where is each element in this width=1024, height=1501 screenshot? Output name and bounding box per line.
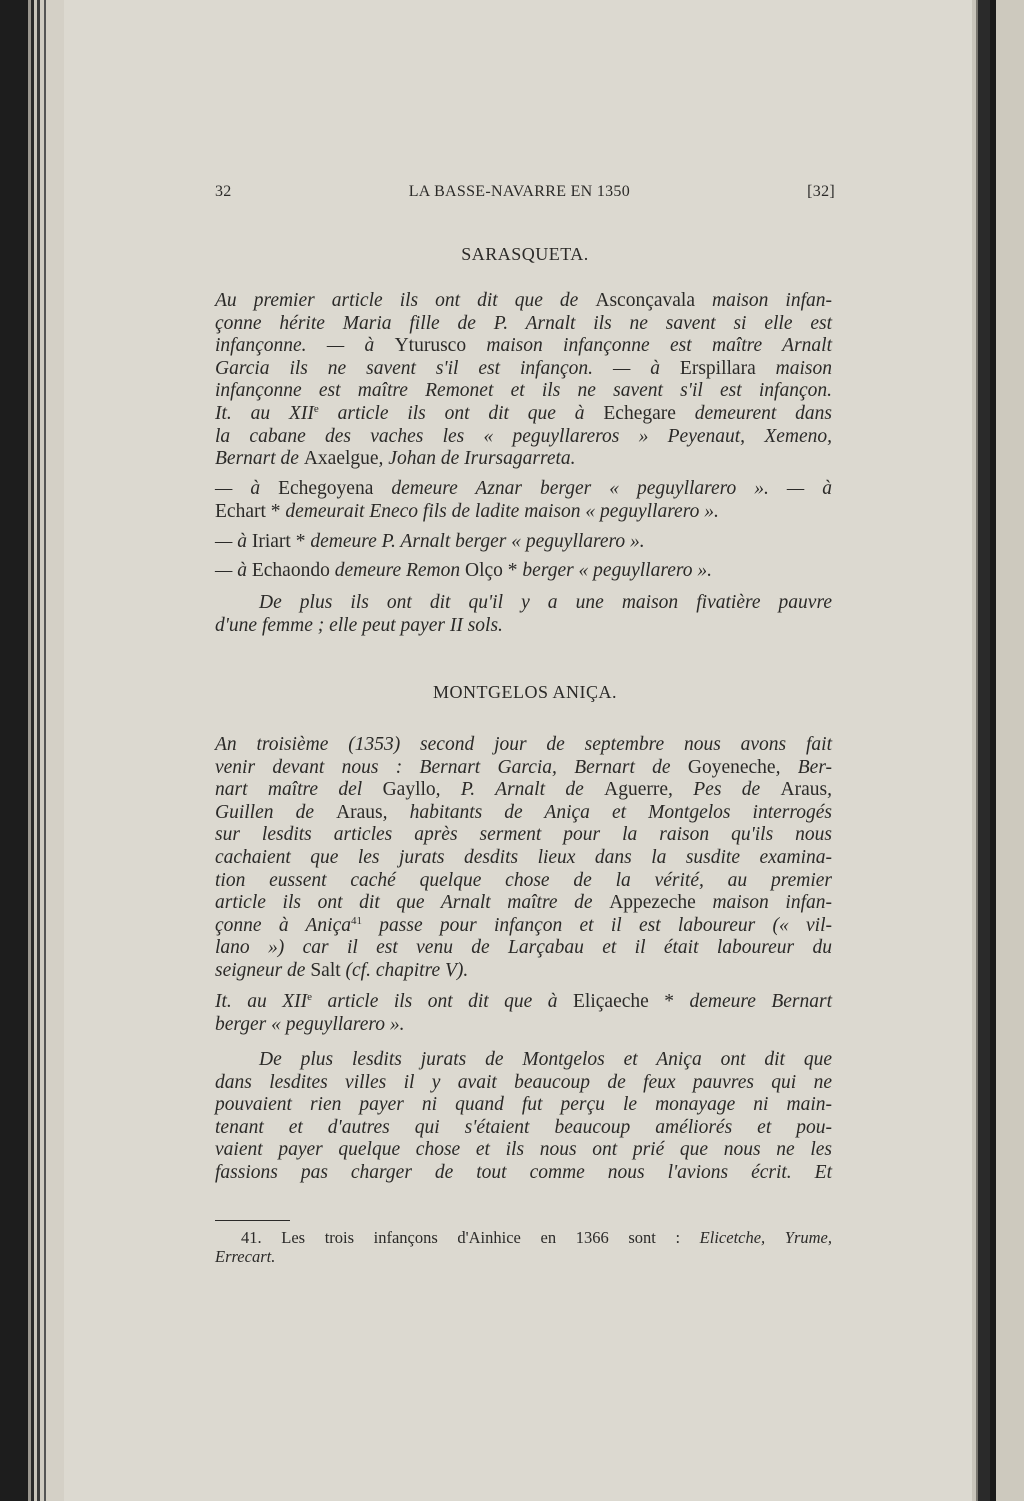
text-line	[215, 937, 832, 960]
text-line	[215, 501, 832, 524]
roman-text: 41. Les trois infançons d'Ainhice en 1366 sont :	[241, 1228, 700, 1247]
text-line	[215, 915, 832, 938]
italic-text: Elicetche, Yrume,	[699, 1228, 833, 1247]
italic-text: , habitants de Aniça et Montgelos interrogés	[382, 801, 832, 823]
roman-text: *	[290, 531, 311, 552]
italic-text: Au premier article ils ont dit que de	[215, 290, 596, 311]
italic-text: Errecart.	[215, 1247, 276, 1266]
text-line	[215, 1094, 832, 1117]
italic-text: la cabane des vaches les « peguyllareros » Peyenaut, Xemeno,	[215, 425, 832, 447]
text-line	[215, 892, 832, 915]
text-line	[215, 1014, 832, 1037]
roman-text: Gayllo	[382, 779, 436, 801]
paragraph	[215, 1049, 832, 1185]
text-line	[215, 824, 832, 847]
superscript: e	[307, 991, 313, 1003]
text-line	[215, 870, 832, 893]
italic-text: maison infançonne est maître Arnalt	[466, 335, 832, 357]
italic-text: , Pes de	[668, 779, 781, 801]
text-line	[215, 1072, 832, 1095]
italic-text: tenant et d'autres qui s'étaient beaucoup améliorés et pou-	[215, 1116, 832, 1138]
text-line	[215, 960, 832, 983]
text-line	[215, 335, 832, 358]
roman-text: Echaondo	[251, 560, 330, 581]
section-heading-montgelos-anica: MONTGELOS ANIÇA.	[432, 682, 617, 702]
italic-text: article ils ont dit que Arnalt maître de	[215, 892, 610, 914]
italic-text: tion eussent caché quelque chose de la vérité, au premier	[215, 869, 832, 891]
running-header	[215, 183, 835, 201]
italic-text: — à	[215, 560, 252, 581]
paragraph	[215, 290, 832, 471]
roman-text: *	[265, 500, 286, 522]
roman-text: Axaelgue	[303, 448, 379, 470]
text-line	[215, 802, 832, 825]
text-line	[215, 991, 832, 1014]
text-line	[215, 380, 832, 403]
italic-text: De plus lesdits jurats de Montgelos et Aniça ont dit que	[259, 1049, 832, 1070]
paragraph	[215, 734, 832, 983]
text-line	[215, 1228, 832, 1247]
italic-text: vaient payer quelque chose et ils nous ont prié que nous ne les	[215, 1139, 832, 1161]
italic-text: An troisième (1353) second jour de septembre nous avons fait	[215, 734, 832, 755]
text-line	[215, 1139, 832, 1162]
text-line	[215, 478, 832, 501]
running-title: LA BASSE-NAVARRE EN 1350	[408, 183, 631, 200]
section-heading-sarasqueta: SARASQUETA.	[461, 244, 589, 264]
italic-text: demeure P. Arnalt berger « peguyllarero ».	[310, 531, 645, 552]
italic-text: berger « peguyllarero ».	[215, 1013, 405, 1035]
roman-text: Echegoyena	[278, 478, 374, 499]
text-line	[215, 1117, 832, 1140]
page-number: 32	[215, 183, 232, 200]
roman-text: Iriart	[251, 531, 291, 552]
italic-text: pouvaient rien payer ni quand fut perçu le monayage ni main-	[215, 1094, 832, 1116]
text-line	[215, 757, 832, 780]
italic-text: sur lesdits articles après serment pour la raison qu'ils nous	[215, 824, 832, 846]
italic-text: lano ») car il est venu de Larçabau et il était laboureur du	[215, 937, 832, 959]
italic-text: Garcia ils ne savent s'il est infançon. — à	[215, 357, 680, 379]
text-line	[215, 448, 832, 471]
italic-text: demeure Aznar berger « peguyllarero ». — à	[373, 478, 832, 499]
italic-text: (cf. chapitre V).	[340, 959, 469, 981]
italic-text: It. au XII	[215, 402, 314, 424]
roman-text: Echegare	[603, 402, 676, 424]
italic-text: venir devant nous : Bernart Garcia, Bernart de	[215, 756, 688, 778]
text-line	[215, 1247, 832, 1266]
roman-text: Echart	[215, 500, 266, 522]
italic-text: passe pour infançon et il est laboureur (« vil-	[362, 914, 832, 936]
roman-text: Erspillara	[679, 357, 756, 379]
italic-text: article ils ont dit que à	[318, 402, 604, 424]
bracket-page-number: [32]	[807, 183, 835, 200]
footnote-rule	[215, 1220, 290, 1221]
roman-text: Araus	[780, 779, 828, 801]
italic-text: dans lesdites villes il y avait beaucoup de feux pauvres qui ne	[215, 1071, 832, 1093]
italic-text: De plus ils ont dit qu'il y a une maison fivatière pauvre	[259, 592, 832, 613]
italic-text: Guillen de	[215, 801, 337, 823]
italic-text: berger « peguyllarero ».	[517, 560, 712, 581]
italic-text: maison	[755, 357, 832, 379]
roman-text: Aguerre	[604, 779, 669, 801]
italic-text: maison infan-	[695, 892, 832, 914]
text-line	[215, 426, 832, 449]
italic-text: çonne à Aniça	[215, 914, 351, 936]
text-line	[215, 592, 832, 615]
italic-text: , P. Arnalt de	[435, 779, 605, 801]
italic-text: cachaient que les jurats desdits lieux dans la susdite examina-	[215, 846, 832, 868]
paragraph	[215, 560, 832, 583]
italic-text: demeure Remon	[329, 560, 466, 581]
italic-text: nart maître del	[215, 779, 383, 801]
superscript: 41	[351, 914, 362, 927]
italic-text: , Johan de Irursagarreta.	[378, 448, 576, 470]
italic-text: fassions pas charger de tout comme nous l'avions écrit. Et	[215, 1161, 832, 1183]
paragraph	[215, 531, 832, 554]
italic-text: article ils ont dit que à	[312, 991, 574, 1012]
roman-text: Araus	[336, 801, 383, 823]
text-line	[215, 290, 832, 313]
page-binding-edge	[0, 0, 64, 1501]
text-line	[215, 403, 832, 426]
roman-text: Olço *	[465, 560, 518, 581]
facing-page-edge	[972, 0, 1024, 1501]
roman-text: Salt	[310, 959, 341, 981]
roman-text: Appezeche	[609, 892, 696, 914]
italic-text: infançonne est maître Remonet et ils ne savent s'il est infançon.	[215, 380, 832, 402]
italic-text: çonne hérite Maria fille de P. Arnalt ils ne savent si elle est	[215, 312, 832, 334]
paragraph	[215, 592, 832, 637]
italic-text: demeurait Eneco fils de ladite maison « peguyllarero ».	[285, 500, 719, 522]
text-line	[215, 313, 832, 336]
text-line	[215, 560, 832, 583]
roman-text: Asconçavala	[595, 290, 695, 311]
text-line	[215, 847, 832, 870]
paragraph	[215, 478, 832, 523]
roman-text: Eliçaeche *	[573, 991, 675, 1012]
italic-text: seigneur de	[215, 959, 311, 981]
italic-text: — à	[215, 531, 252, 552]
paragraph	[215, 991, 832, 1036]
italic-text: — à	[215, 478, 279, 499]
text-line	[215, 1049, 832, 1072]
italic-text: , Ber-	[775, 756, 833, 778]
text-line	[215, 779, 832, 802]
roman-text: Goyeneche	[687, 756, 776, 778]
superscript: e	[313, 402, 319, 415]
italic-text: ,	[827, 779, 832, 801]
italic-text: demeure Bernart	[674, 991, 833, 1012]
italic-text: It. au XII	[215, 991, 308, 1012]
italic-text: Bernart de	[215, 448, 304, 470]
italic-text: infançonne. — à	[215, 335, 395, 357]
text-line	[215, 734, 832, 757]
text-line	[215, 1162, 832, 1185]
text-line	[215, 615, 832, 638]
italic-text: maison infan-	[695, 290, 832, 311]
roman-text: Yturusco	[394, 335, 467, 357]
footnote	[215, 1228, 832, 1266]
text-line	[215, 531, 832, 554]
text-line	[215, 358, 832, 381]
italic-text: d'une femme ; elle peut payer II sols.	[215, 614, 503, 636]
italic-text: demeurent dans	[675, 402, 833, 424]
